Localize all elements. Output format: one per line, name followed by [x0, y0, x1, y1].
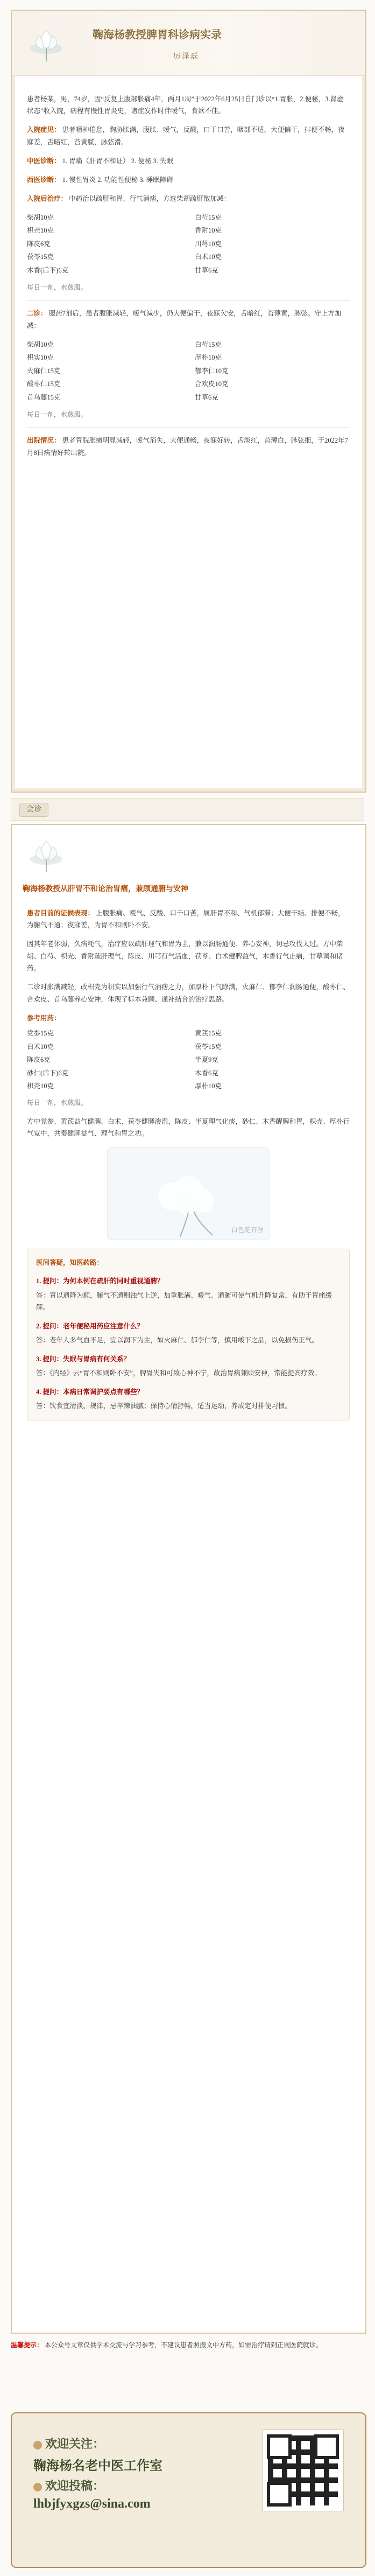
formula2-item: 火麻仁15克 — [27, 367, 61, 375]
section-tag-bar — [11, 798, 364, 821]
comment-p2: 因其年老体弱，久病耗气，治疗应以疏肝理气和胃为主，兼以润肠通便、养心安神，切忌攻伐太过。方中柴胡、白芍、枳壳、香附疏肝理气，陈皮、川芎行气活血，茯苓、白术健脾益气，木香行气止痛，甘草调和诸药。 — [27, 940, 343, 972]
comment-content — [27, 900, 350, 1420]
case-intro: 患者杨某，男，74岁，因“反复上腹部胀痛4年，两月1周”于2022年6月25日自门诊以“1.胃胀，2.便秘，3.肾虚状态”收入院，病程有慢性胃炎史，诸症发作时伴嗳气，食欲不佳。 — [27, 95, 344, 115]
qr-corner — [267, 2482, 292, 2507]
comment-p1-label: 患者目前的证候表现： — [27, 909, 95, 917]
tcm-diagnosis-label: 中医诊断： — [27, 157, 61, 165]
image-caption: 白色花卉图 — [231, 1226, 264, 1234]
formula2-item: 柴胡10克 — [27, 340, 54, 348]
disclaimer-prefix: 温馨提示： — [11, 2341, 44, 2349]
question-1: 1. 提问：为何本例在疏肝的同时重视通腑？ — [36, 1277, 164, 1285]
answer-1: 答：胃以通降为顺，腑气不通则浊气上逆，加重胀满、嗳气。通腑可使气机升降复常，有助于胃痛缓解。 — [36, 1291, 332, 1311]
footer-banner — [11, 2412, 366, 2568]
dot-icon — [33, 2483, 42, 2491]
answer-4: 答：饮食宜清淡、规律，忌辛辣油腻；保持心情舒畅，适当运动，养成定时排便习惯。 — [36, 1402, 292, 1410]
formula1-item: 川芎10克 — [195, 240, 222, 248]
treatment-label: 入院后治疗： — [27, 194, 68, 202]
tcm-diagnosis-text: 1. 胃痛（肝胃不和证） 2. 便秘 3. 失眠 — [62, 157, 173, 165]
herb-item: 党参15克 — [27, 1030, 54, 1037]
dot-icon — [33, 2441, 42, 2449]
case-title: 鞠海杨教授脾胃科诊病实录 — [93, 29, 222, 41]
footer-studio: 鞠海杨名老中医工作室 — [33, 2459, 162, 2473]
section-tag: 会诊 — [19, 803, 48, 817]
herb-item: 陈皮6克 — [27, 1056, 51, 1063]
herb-item: 厚朴10克 — [195, 1082, 222, 1090]
formula2-item: 厚朴10克 — [195, 354, 222, 361]
formula2-item: 首乌藤15克 — [27, 393, 61, 401]
formula1-item: 枳壳10克 — [27, 227, 54, 234]
tcm-diagnosis — [27, 155, 350, 167]
review-text: 服药7剂后，患者腹胀减轻，嗳气减少，仍大便偏干，夜寐欠安，舌暗红，苔薄黄，脉弦。守上方加减： — [27, 310, 342, 330]
comment-p4: 方中党参、黄芪益气健脾，白术、茯苓健脾渗湿，陈皮、半夏理气化痰，砂仁、木香醒脾和胃，枳壳、厚朴行气宽中，共奏健脾益气、理气和胃之功。 — [27, 1117, 350, 1137]
footer-left — [33, 2432, 259, 2511]
comment-headline: 鞠海杨教授从肝胃不和论治胃痛，兼顾通腑与安神 — [23, 885, 188, 893]
answer-3: 答：《内经》云“胃不和则卧不安”，脾胃失和可致心神不宁，故治胃病兼顾安神，常能提高疗效。 — [36, 1369, 321, 1377]
western-diagnosis — [27, 174, 350, 186]
question-3: 3. 提问：失眠与胃病有何关系？ — [36, 1355, 131, 1363]
present-illness-label: 入院症见： — [27, 126, 61, 134]
formula1-item: 白芍15克 — [195, 213, 222, 221]
herb-item: 砂仁(后下)6克 — [27, 1069, 69, 1077]
formula2-item: 甘草6克 — [195, 393, 218, 401]
formula2-item: 白芍15克 — [195, 340, 222, 348]
divider — [27, 300, 350, 301]
comment-p1 — [27, 907, 350, 932]
comment-p1-text: 上腹胀痛、嗳气、反酸、口干口苦，属肝胃不和、气机郁滞；大便干结、排便不畅，为腑气不通；夜寐差，为胃不和则卧不安。 — [27, 909, 345, 929]
flower-image — [107, 1147, 270, 1240]
answer-2: 答：老年人多气血不足，宜以润下为主，如火麻仁、郁李仁等，慎用峻下之品，以免损伤正气。 — [36, 1336, 319, 1344]
formula1-item: 木香(后下)6克 — [27, 266, 69, 274]
herb-item: 白术10克 — [27, 1042, 54, 1051]
herbs-note: 每日一剂，水煎服。 — [27, 1098, 88, 1107]
herb-item: 茯苓15克 — [195, 1042, 222, 1051]
qa-title: 医间答疑，知医药路： — [36, 1258, 104, 1266]
herb-item: 枳壳10克 — [27, 1082, 54, 1090]
formula1-item: 甘草6克 — [195, 266, 218, 274]
comment-p3: 二诊时胀满减轻，改枳壳为枳实以加强行气消痞之力，加厚朴下气除满，火麻仁、郁李仁润肠通便，酸枣仁、合欢皮、首乌藤养心安神，体现了标本兼顾、通补结合的治疗思路。 — [27, 983, 350, 1003]
western-diagnosis-text: 1. 慢性胃炎 2. 功能性便秘 3. 睡眠障碍 — [62, 176, 173, 184]
question-4: 4. 提问：本病日常调护要点有哪些？ — [36, 1388, 144, 1396]
discharge-text: 患者胃脘胀痛明显减轻，嗳气消失，大便通畅，夜寐好转，舌淡红，苔薄白，脉弦细，于2022年7月8日病情好转出院。 — [27, 437, 348, 457]
herb-item: 黄芪15克 — [195, 1030, 222, 1037]
comment-card — [11, 824, 366, 2334]
herb-item: 木香6克 — [195, 1069, 218, 1077]
formula1-note: 每日一剂，水煎服。 — [27, 284, 88, 291]
review-label: 二诊： — [27, 310, 47, 317]
herbs-title: 参考用药： — [27, 1014, 61, 1022]
herb-item: 半夏9克 — [195, 1056, 218, 1063]
footer-submit-text: 欢迎投稿： — [45, 2479, 105, 2493]
qa-box — [27, 1249, 350, 1420]
formula1-item: 茯苓15克 — [27, 253, 54, 261]
formula1-item: 白术10克 — [195, 253, 222, 261]
formula2-note: 每日一剂，水煎服。 — [27, 411, 88, 418]
western-diagnosis-label: 西医诊断： — [27, 176, 61, 184]
lotus-icon — [25, 831, 84, 874]
qr-code — [262, 2430, 344, 2511]
qr-corner — [314, 2434, 339, 2459]
discharge — [27, 435, 350, 459]
question-2: 2. 提问：老年便秘用药应注意什么？ — [36, 1322, 144, 1330]
formula2-list — [27, 339, 350, 404]
formula1-item: 香附10克 — [195, 227, 222, 234]
formula2-item: 酸枣仁15克 — [27, 380, 61, 388]
formula1-item: 陈皮6克 — [27, 240, 51, 248]
footer-submit — [33, 2477, 259, 2494]
lotus-icon — [25, 20, 84, 64]
review — [27, 307, 350, 332]
discharge-label: 出院情况： — [27, 437, 61, 444]
case-card — [11, 10, 366, 793]
formula2-item: 郁李仁10克 — [195, 367, 229, 375]
footer-welcome-text: 欢迎关注： — [45, 2437, 105, 2451]
formula2-item: 枳实10克 — [27, 354, 54, 361]
formula2-item: 合欢皮10克 — [195, 380, 229, 388]
footer-welcome — [33, 2435, 259, 2452]
footer-email: lhbjfyxgzs@sina.com — [33, 2497, 151, 2511]
formula1-list — [27, 212, 350, 277]
disclaimer — [11, 2340, 364, 2350]
present-illness — [27, 124, 350, 148]
formula1-item: 柴胡10克 — [27, 213, 54, 221]
case-author: 厉泽磊 — [173, 53, 199, 61]
case-content — [27, 86, 350, 466]
treatment — [27, 193, 350, 205]
herbs-list — [27, 1027, 350, 1093]
disclaimer-text: 本公众号文章仅供学术交流与学习参考，不建议患者照搬文中方药，如需治疗请到正规医院就诊。 — [45, 2341, 323, 2349]
treatment-text: 中药治以疏肝和胃、行气消痞，方选柴胡疏肝散加减： — [69, 194, 231, 202]
present-illness-text: 患者精神倦怠，胸胁胀满，腹胀、嗳气，反酸，口干口苦，咽部不适，大便偏干，排便不畅，夜寐差，舌暗红，苔黄腻，脉弦滑。 — [27, 126, 345, 146]
case-header — [12, 11, 365, 76]
qr-corner — [267, 2434, 292, 2459]
